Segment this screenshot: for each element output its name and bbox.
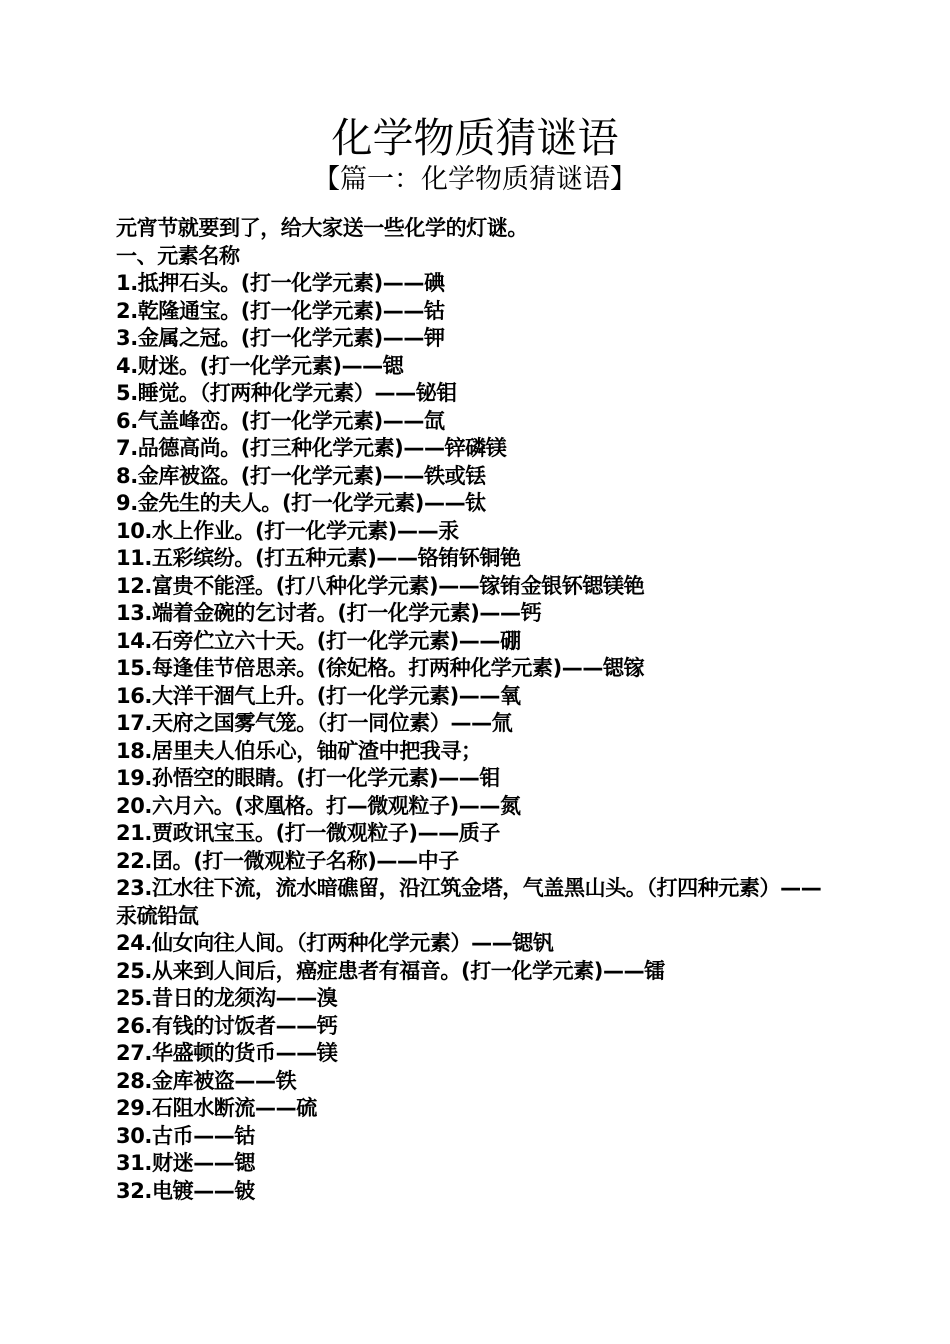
- riddle-item: 20.六月六。(求凰格。打—微观粒子)——氮: [116, 793, 521, 818]
- riddle-item: 18.居里夫人伯乐心，铀矿渣中把我寻；: [116, 738, 482, 763]
- document-body: [116, 215, 836, 1205]
- riddle-item: 8.金库被盗。(打一化学元素)——铁或铥: [116, 463, 486, 488]
- riddle-item: 32.电镀——铍: [116, 1178, 256, 1203]
- riddle-item: 9.金先生的夫人。(打一化学元素)——钛: [116, 491, 486, 515]
- riddle-item: 31.财迷——锶: [116, 1151, 256, 1175]
- riddle-item: 26.有钱的讨饭者——钙: [116, 1013, 338, 1038]
- riddle-item: 12.富贵不能淫。(打八种化学元素)——镓铕金银钚锶镁铯: [116, 573, 645, 598]
- riddle-item: 17.天府之国雾气笼。（打一同位素）——氚: [116, 711, 513, 735]
- riddle-item: 1.抵押石头。(打一化学元素)——碘: [116, 271, 445, 295]
- riddle-item: 19.孙悟空的眼睛。(打一化学元素)——钼: [116, 766, 500, 790]
- section-heading: 一、元素名称: [116, 243, 240, 268]
- riddle-item: 21.贾政讯宝玉。(打一微观粒子)——质子: [116, 821, 500, 845]
- riddle-item: 24.仙女向往人间。（打两种化学元素）——锶钒: [116, 931, 554, 955]
- riddle-item: 5.睡觉。（打两种化学元素）——铋钼: [116, 381, 457, 405]
- riddle-item: 25.从来到人间后，癌症患者有福音。(打一化学元素)——镭: [116, 958, 665, 983]
- riddle-item: 15.每逢佳节倍思亲。(徐妃格。打两种化学元素)——锶镓: [116, 656, 645, 680]
- riddle-item: 7.品德高尚。(打三种化学元素)——锌磷镁: [116, 436, 507, 460]
- riddle-item: 22.囝。(打一微观粒子名称)——中子: [116, 848, 459, 873]
- riddle-item: 25.昔日的龙须沟——溴: [116, 986, 338, 1010]
- riddle-item: 6.气盖峰峦。(打一化学元素)——氙: [116, 408, 445, 433]
- riddle-item: 3.金属之冠。(打一化学元素)——钾: [116, 326, 445, 350]
- riddle-item: 2.乾隆通宝。(打一化学元素)——钴: [116, 298, 445, 323]
- riddle-item: 23.江水往下流，流水暗礁留，沿江筑金塔，气盖黑山头。（打四种元素）——汞硫铅氙: [116, 876, 822, 928]
- riddle-item: 11.五彩缤纷。(打五种元素)——铬铕钚铜铯: [116, 546, 521, 570]
- riddle-item: 4.财迷。(打一化学元素)——锶: [116, 353, 404, 378]
- page-title: 化学物质猜谜语: [331, 114, 619, 162]
- riddle-item: 30.古币——钴: [116, 1123, 256, 1148]
- riddle-item: 27.华盛顿的货币——镁: [116, 1041, 338, 1065]
- riddle-item: 16.大洋干涸气上升。(打一化学元素)——氧: [116, 683, 521, 708]
- riddle-item: 29.石阻水断流——硫: [116, 1096, 317, 1120]
- riddle-item: 13.端着金碗的乞讨者。(打一化学元素)——钙: [116, 601, 542, 625]
- riddle-item: 10.水上作业。(打一化学元素)——汞: [116, 518, 459, 543]
- riddle-item: 28.金库被盗——铁: [116, 1068, 297, 1093]
- page-subtitle: 【篇一：化学物质猜谜语】: [313, 164, 637, 195]
- riddle-item: 14.石旁伫立六十天。(打一化学元素)——硼: [116, 628, 521, 653]
- intro-text: 元宵节就要到了，给大家送一些化学的灯谜。: [116, 216, 528, 240]
